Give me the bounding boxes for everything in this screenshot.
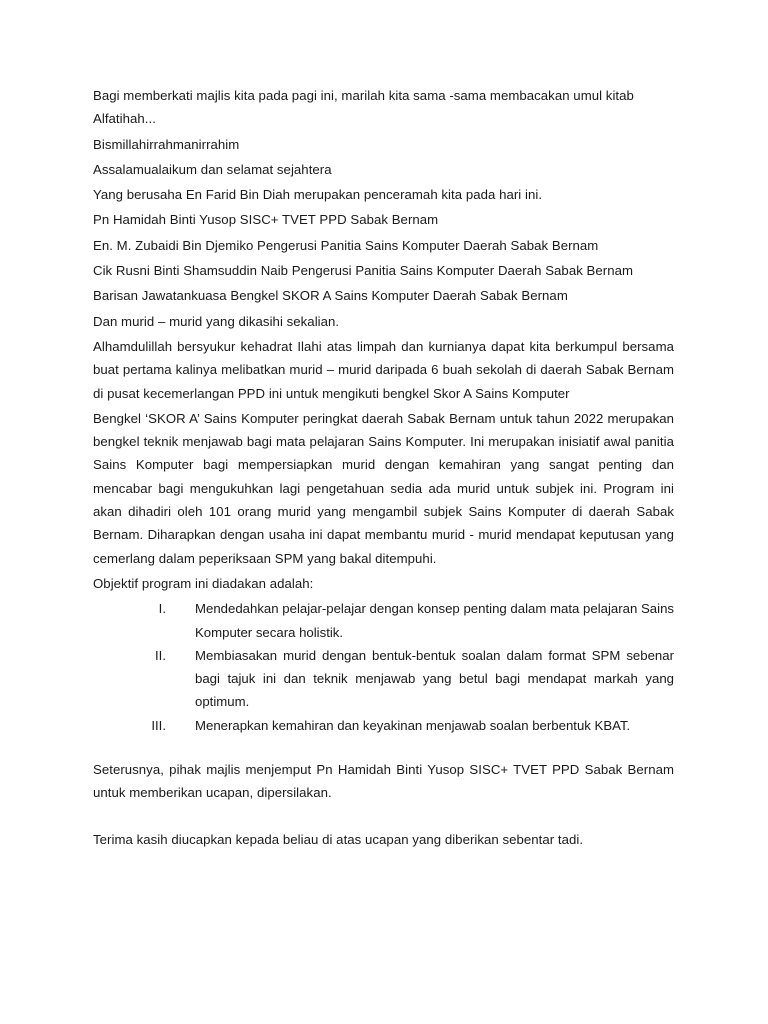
salutation-vice-chairman: Cik Rusni Binti Shamsuddin Naib Pengerusi Panitia Sains Komputer Daerah Sabak Bernam (93, 263, 634, 279)
spacer (93, 737, 674, 758)
list-item-number: I. (158, 601, 166, 617)
paragraph-bengkel: Bengkel ‘SKOR A’ Sains Komputer peringkat daerah Sabak Bernam untuk tahun 2022 merupakan bengkel teknik menjawab bagi mata pelajaran Sains Komputer. Ini merupakan inisiatif awal panitia Sains Komputer bagi mempersiapkan murid dengan kemahiran yang sangat penting dan mencabar bagi mengukuhkan lagi pengetahuan sedia ada murid untuk subjek ini. Program ini akan dihadiri oleh 101 orang murid yang mengambil subjek Sains Komputer di daerah Sabak Bernam. Diharapkan dengan usaha ini dapat membantu murid - murid mendapat keputusan yang cemerlang dalam peperiksaan SPM yang bakal ditempuhi. (93, 410, 674, 566)
paragraph-terima-kasih: Terima kasih diucapkan kepada beliau di atas ucapan yang diberikan sebentar tadi. (93, 831, 584, 847)
objectives-list (93, 597, 674, 737)
objectives-heading: Objektif program ini diadakan adalah: (93, 575, 314, 591)
list-item (93, 714, 674, 737)
salutation-chairman: En. M. Zubaidi Bin Djemiko Pengerusi Panitia Sains Komputer Daerah Sabak Bernam (93, 237, 599, 253)
opening-line: Bagi memberkati majlis kita pada pagi ini, marilah kita sama -sama membacakan umul kitab Alfatihah... (93, 88, 634, 127)
list-item (93, 597, 674, 644)
salutation-speaker: Yang berusaha En Farid Bin Diah merupakan penceramah kita pada hari ini. (93, 187, 543, 203)
paragraph-alhamdulillah: Alhamdulillah bersyukur kehadrat Ilahi atas limpah dan kurnianya dapat kita berkumpul bersama buat pertama kalinya melibatkan murid – murid daripada 6 buah sekolah di daerah Sabak Bernam di pusat kecemerlangan PPD ini untuk mengikuti bengkel Skor A Sains Komputer (93, 338, 674, 401)
paragraph-seterusnya: Seterusnya, pihak majlis menjemput Pn Hamidah Binti Yusop SISC+ TVET PPD Sabak Bernam untuk memberikan ucapan, dipersilakan. (93, 762, 674, 801)
greeting-line: Assalamualaikum dan selamat sejahtera (93, 161, 332, 177)
list-item (93, 644, 674, 714)
salutation-students: Dan murid – murid yang dikasihi sekalian. (93, 313, 340, 329)
list-item-number: II. (155, 647, 166, 663)
salutation-committee: Barisan Jawatankuasa Bengkel SKOR A Sains Komputer Daerah Sabak Bernam (93, 288, 568, 304)
list-item-text: Menerapkan kemahiran dan keyakinan menjawab soalan berbentuk KBAT. (195, 717, 631, 733)
spacer (93, 807, 674, 828)
bismillah-line: Bismillahirrahmanirrahim (93, 136, 240, 152)
list-item-text: Mendedahkan pelajar-pelajar dengan konsep penting dalam mata pelajaran Sains Komputer secara holistik. (195, 601, 674, 640)
list-item-number: III. (151, 717, 166, 733)
list-item-text: Membiasakan murid dengan bentuk-bentuk soalan dalam format SPM sebenar bagi tajuk ini dan teknik menjawab yang betul bagi mendapat markah yang optimum. (195, 647, 674, 710)
salutation-sisc: Pn Hamidah Binti Yusop SISC+ TVET PPD Sabak Bernam (93, 212, 439, 228)
